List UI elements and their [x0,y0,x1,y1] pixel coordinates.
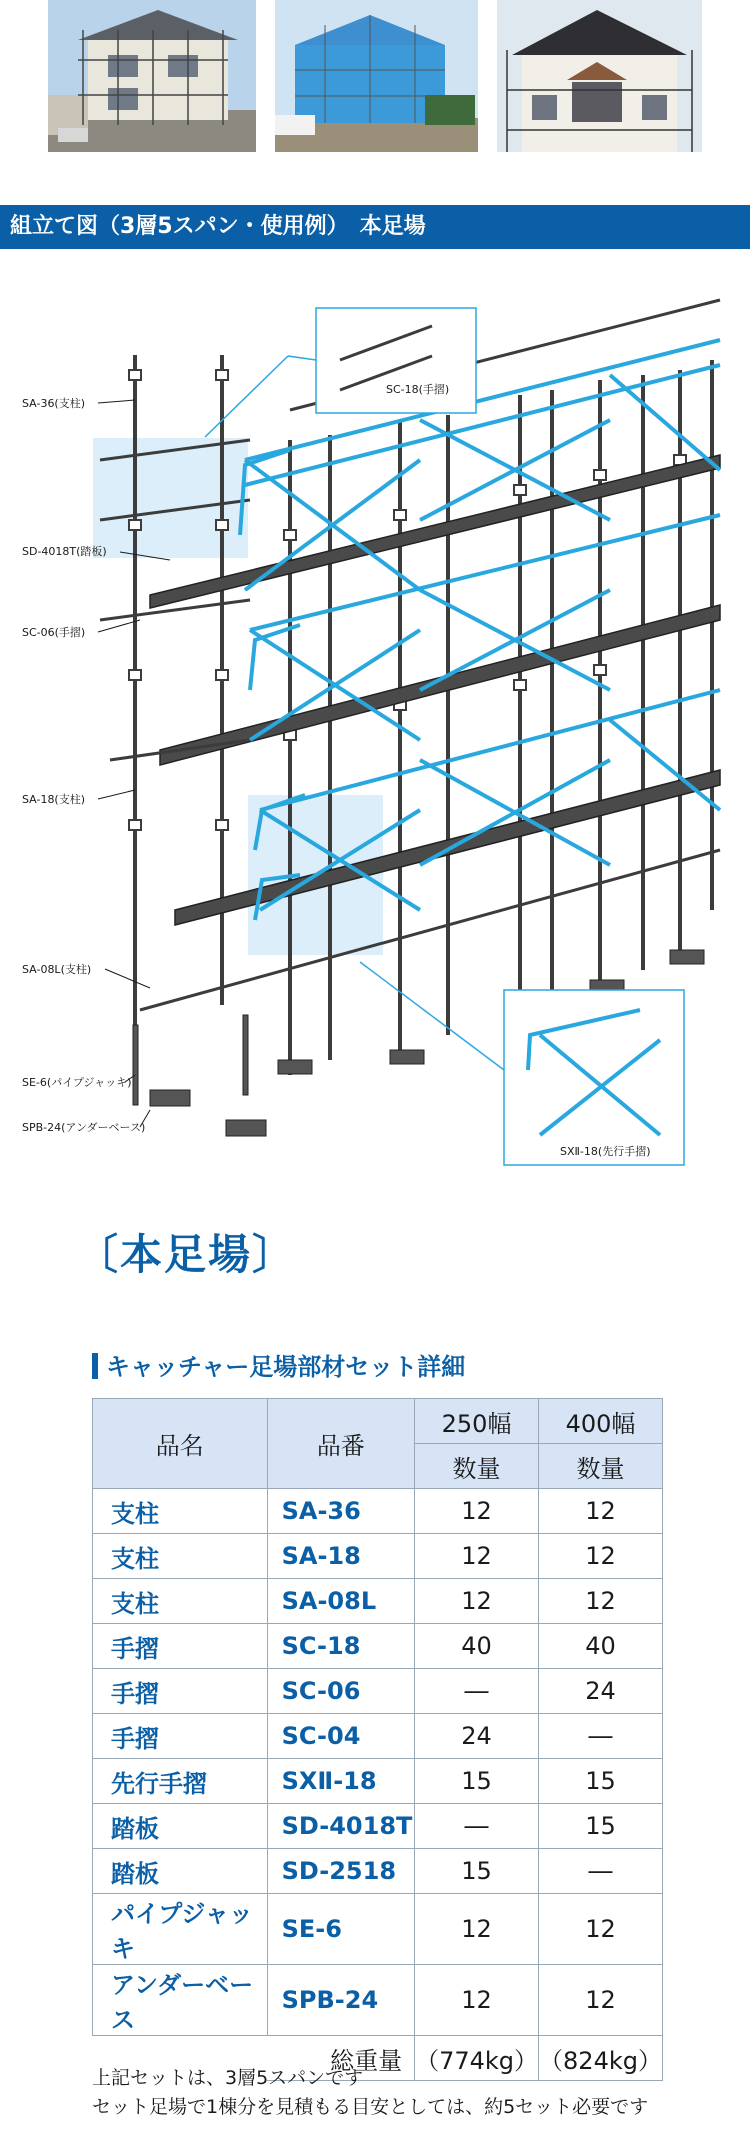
callout-sx18: SXⅡ-18(先行手摺) [560,1145,651,1158]
cell-qty-400: 12 [539,1534,663,1579]
cell-qty-400: 12 [539,1489,663,1534]
callout-se6: SE-6(パイプジャッキ) [22,1076,132,1089]
page-title: 〔本足場〕 [76,1230,297,1279]
inset-box-sc18 [316,308,476,413]
table-row [93,1579,663,1624]
callout-sd4018t: SD-4018T(踏板) [22,545,107,558]
header-qty-400: 数量 [539,1444,663,1489]
cell-name: 手摺 [93,1714,268,1759]
callout-sc18: SC-18(手摺) [386,383,450,396]
table-row [93,1669,663,1714]
cell-qty-250: 12 [415,1965,539,2036]
cell-qty-250: ― [415,1804,539,1849]
cell-qty-250: 12 [415,1894,539,1965]
cell-name: 支柱 [93,1534,268,1579]
cell-code: SC-06 [267,1669,414,1714]
table-row [93,1624,663,1669]
cell-code: SA-36 [267,1489,414,1534]
assembly-diagram [0,290,750,1180]
callout-sa08l: SA-08L(支柱) [22,963,92,976]
cell-code: SC-18 [267,1624,414,1669]
cell-qty-250: 12 [415,1579,539,1624]
table-row [93,1849,663,1894]
heading-accent-bar [92,1353,98,1379]
cell-name: 手摺 [93,1624,268,1669]
table-row [93,1804,663,1849]
cell-qty-400: 12 [539,1579,663,1624]
callout-sa18: SA-18(支柱) [22,793,86,806]
header-qty-250: 数量 [415,1444,539,1489]
cell-qty-400: 12 [539,1894,663,1965]
callout-spb24: SPB-24(アンダーベース) [22,1121,146,1134]
notes [92,2064,648,2122]
table-heading-text: キャッチャー足場部材セット詳細 [106,1353,466,1381]
photo-house-scaffold-3 [497,0,702,152]
cell-code: SPB-24 [267,1965,414,2036]
cell-qty-400: ― [539,1849,663,1894]
note-line-2: セット足場で1棟分を見積もる目安としては、約5セット必要です [92,2096,649,2118]
cell-name: 踏板 [93,1849,268,1894]
note-line-1: 上記セットは、3層5スパンです [92,2067,364,2089]
cell-code: SC-04 [267,1714,414,1759]
table-row [93,1894,663,1965]
cell-code: SD-4018T [267,1804,414,1849]
cell-qty-400: 24 [539,1669,663,1714]
cell-qty-400: 40 [539,1624,663,1669]
header-250: 250幅 [415,1399,539,1444]
cell-qty-400: 15 [539,1759,663,1804]
cell-qty-250: 40 [415,1624,539,1669]
header-name: 品名 [93,1399,268,1489]
cell-name: 踏板 [93,1804,268,1849]
cell-name: 先行手摺 [93,1759,268,1804]
table-row [93,1714,663,1759]
parts-table [92,1398,663,2081]
cell-qty-400: 12 [539,1965,663,2036]
total-400: （824kg） [539,2036,663,2081]
cell-name: 支柱 [93,1489,268,1534]
cell-qty-250: 15 [415,1849,539,1894]
table-row [93,1965,663,2036]
section-header-bar: 組立て図（3層5スパン・使用例） 本足場 [0,205,750,249]
callout-sa36: SA-36(支柱) [22,397,86,410]
table-heading [92,1347,465,1382]
total-250: （774kg） [415,2036,539,2081]
cell-code: SE-6 [267,1894,414,1965]
header-400: 400幅 [539,1399,663,1444]
cell-code: SA-18 [267,1534,414,1579]
highlight-box-top [93,438,248,558]
header-code: 品番 [267,1399,414,1489]
cell-qty-250: 24 [415,1714,539,1759]
table-row [93,1534,663,1579]
table-row [93,1489,663,1534]
photo-house-scaffold-1 [48,0,256,152]
cell-qty-250: ― [415,1669,539,1714]
cell-name: パイプジャッキ [93,1894,268,1965]
cell-qty-250: 15 [415,1759,539,1804]
cell-qty-250: 12 [415,1534,539,1579]
cell-code: SXⅡ-18 [267,1759,414,1804]
cell-qty-250: 12 [415,1489,539,1534]
cell-qty-400: 15 [539,1804,663,1849]
cell-name: 支柱 [93,1579,268,1624]
cell-code: SA-08L [267,1579,414,1624]
total-label: 総重量 [267,2036,414,2081]
callout-sc06: SC-06(手摺) [22,626,86,639]
cell-name: 手摺 [93,1669,268,1714]
photo-strip [0,0,750,160]
table-row [93,1759,663,1804]
photo-house-scaffold-2 [275,0,478,152]
cell-qty-400: ― [539,1714,663,1759]
cell-name: アンダーベース [93,1965,268,2036]
cell-code: SD-2518 [267,1849,414,1894]
